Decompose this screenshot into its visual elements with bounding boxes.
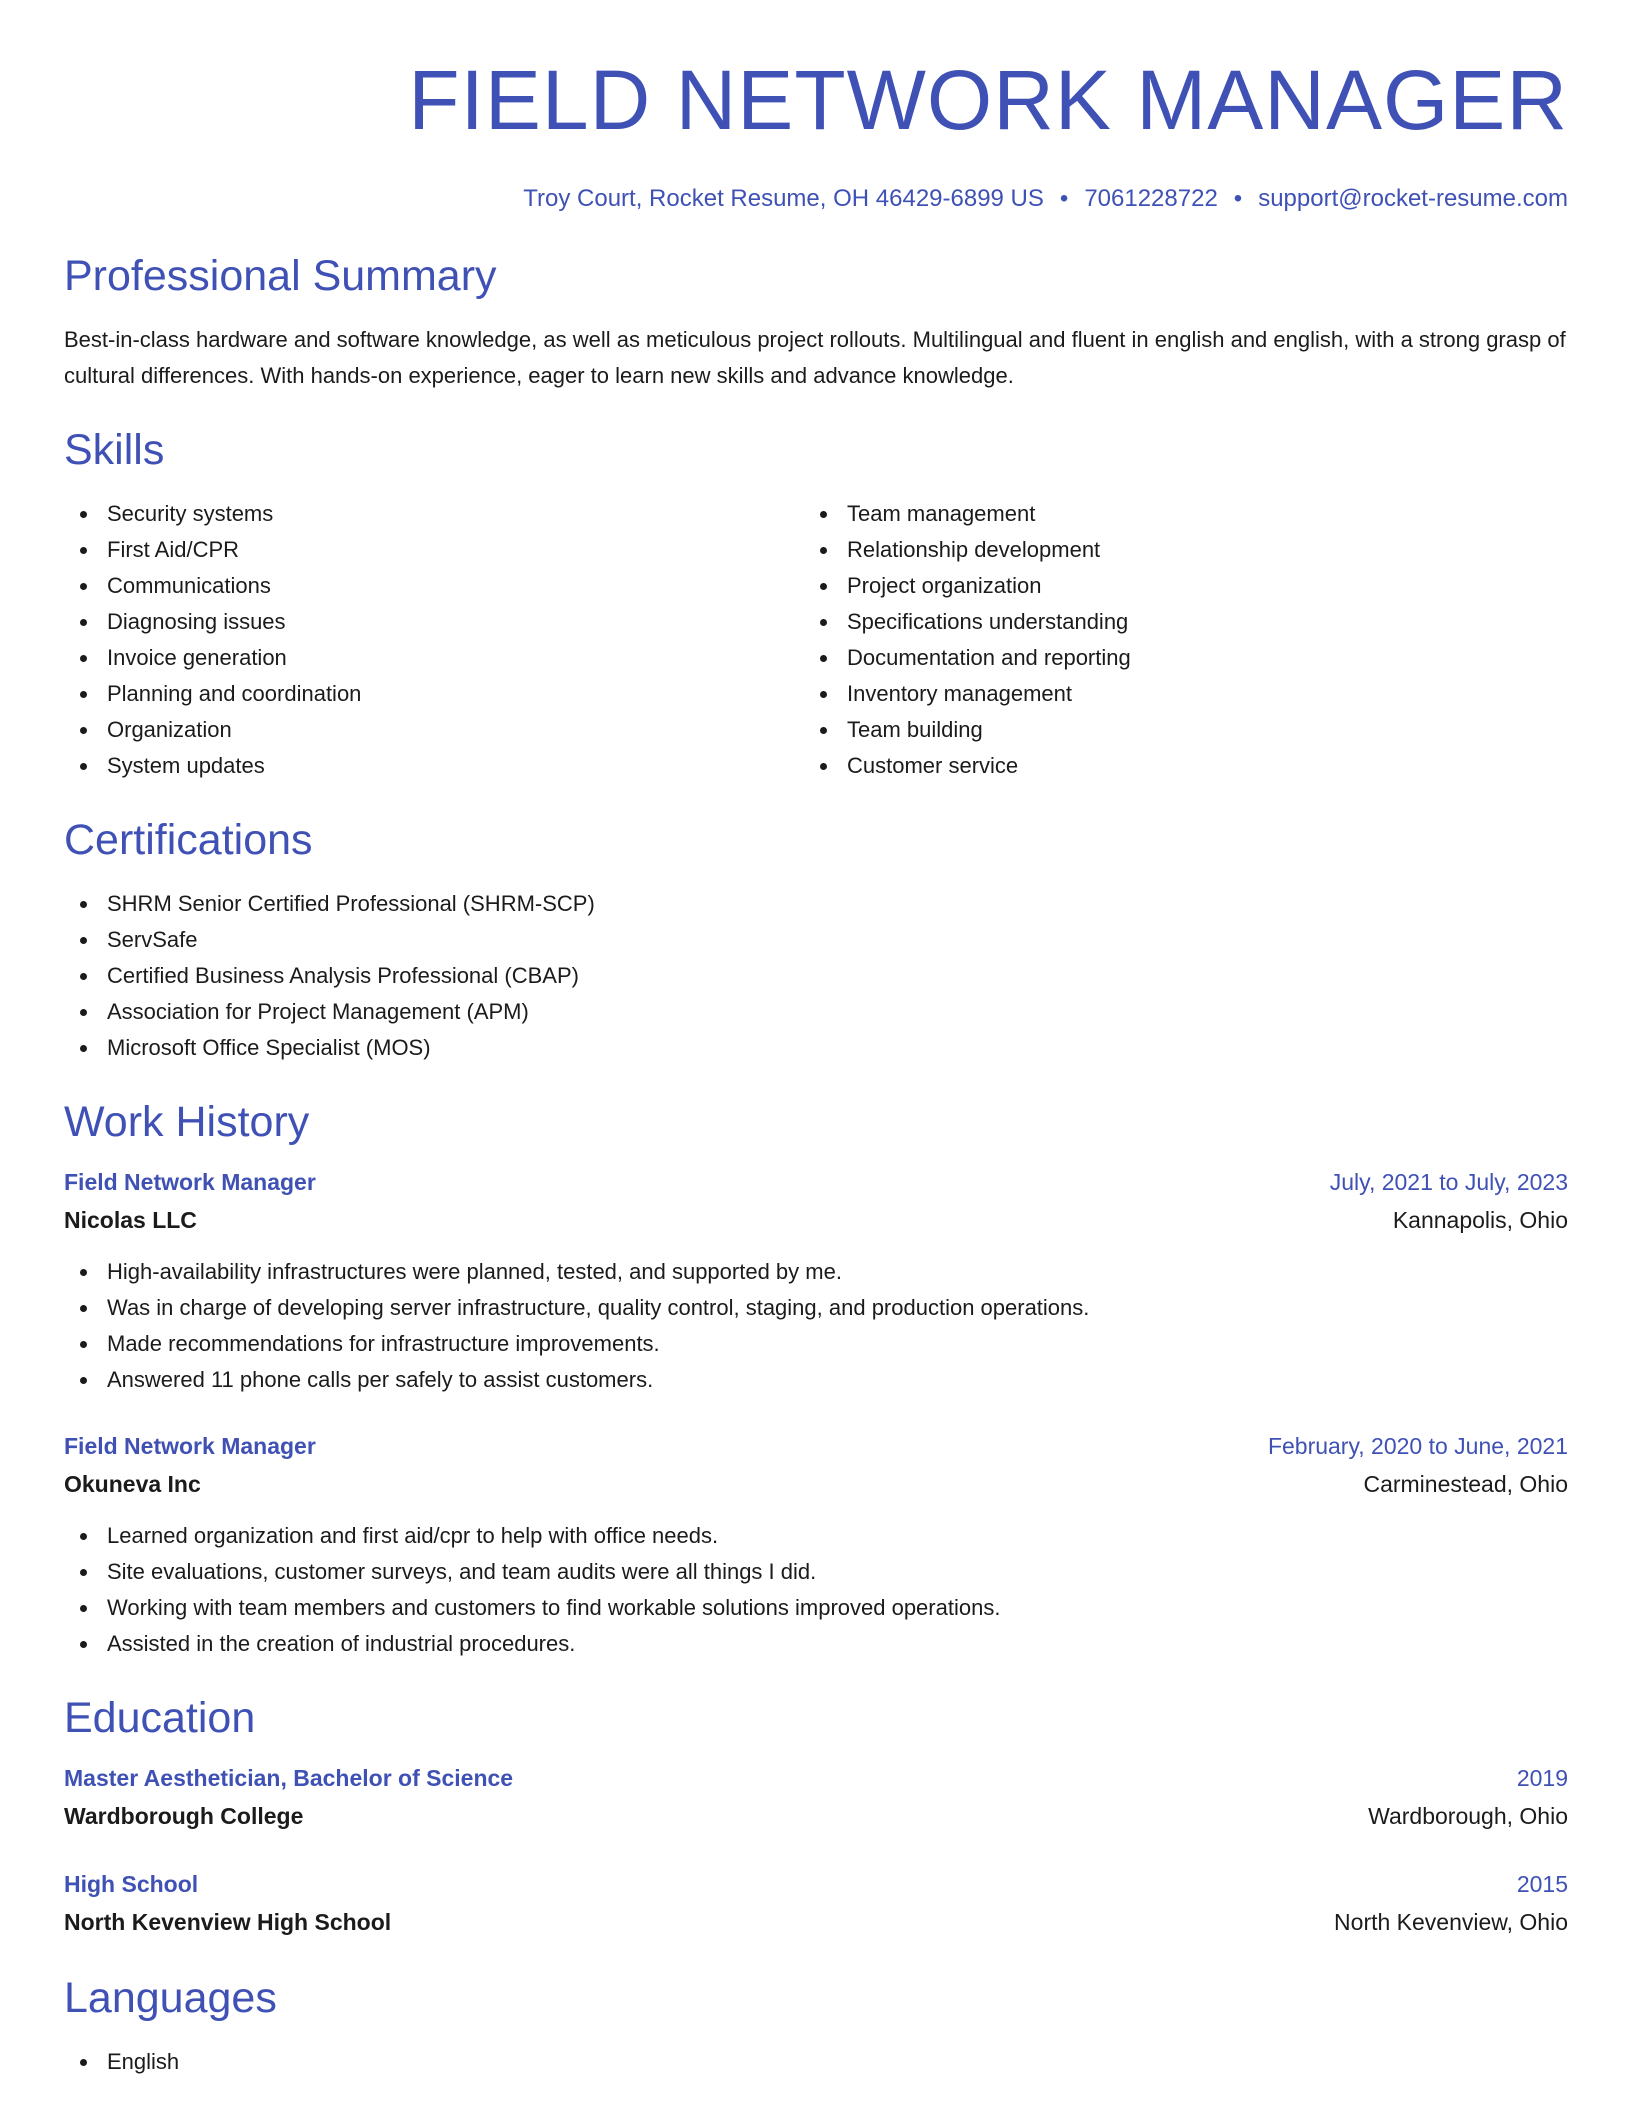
skills-list-left — [64, 496, 804, 784]
job-entry — [64, 1428, 1568, 1662]
certifications-list — [64, 886, 1568, 1066]
languages-section — [64, 1972, 1568, 2080]
list-item: SHRM Senior Certified Professional (SHRM-SCP) — [64, 886, 1568, 922]
languages-list — [64, 2044, 1568, 2080]
list-item: Communications — [64, 568, 804, 604]
section-title-work-history: Work History — [64, 1098, 310, 1146]
section-title-skills: Skills — [64, 426, 165, 474]
education-header-row — [64, 1760, 1568, 1796]
list-item: Learned organization and first aid/cpr to help with office needs. — [64, 1518, 1568, 1554]
list-item: Organization — [64, 712, 804, 748]
job-dates: February, 2020 to June, 2021 — [1267, 1433, 1568, 1459]
job-bullets — [64, 1518, 1568, 1662]
section-title-certifications: Certifications — [64, 816, 313, 864]
education-entry — [64, 1866, 1568, 1942]
skills-list-right — [804, 496, 1544, 784]
job-title: Field Network Manager — [64, 1433, 316, 1459]
job-location: Kannapolis, Ohio — [1392, 1207, 1568, 1233]
list-item: Answered 11 phone calls per safely to assist customers. — [64, 1362, 1568, 1398]
job-header-row — [64, 1428, 1568, 1464]
job-bullets — [64, 1254, 1568, 1398]
list-item: Team building — [804, 712, 1544, 748]
list-item: Microsoft Office Specialist (MOS) — [64, 1030, 1568, 1066]
list-item: Association for Project Management (APM) — [64, 994, 1568, 1030]
list-item: System updates — [64, 748, 804, 784]
job-company: Nicolas LLC — [64, 1207, 197, 1233]
education-school-row — [64, 1796, 1568, 1836]
section-title-education: Education — [64, 1694, 256, 1742]
list-item: Planning and coordination — [64, 676, 804, 712]
section-title-summary: Professional Summary — [64, 252, 497, 300]
list-item: Inventory management — [804, 676, 1544, 712]
list-item: Documentation and reporting — [804, 640, 1544, 676]
job-entry — [64, 1164, 1568, 1398]
list-item: Relationship development — [804, 532, 1544, 568]
list-item: English — [64, 2044, 1568, 2080]
education-year: 2015 — [1516, 1871, 1568, 1897]
job-company: Okuneva Inc — [64, 1471, 201, 1497]
education-entry — [64, 1760, 1568, 1836]
skills-section — [64, 424, 1568, 784]
separator-dot: • — [1233, 185, 1243, 212]
education-school: North Kevenview High School — [64, 1909, 392, 1935]
section-title-languages: Languages — [64, 1974, 277, 2022]
education-location: North Kevenview, Ohio — [1334, 1909, 1568, 1935]
contact-line — [64, 184, 1568, 214]
job-title: Field Network Manager — [64, 1169, 316, 1195]
list-item: Team management — [804, 496, 1544, 532]
list-item: ServSafe — [64, 922, 1568, 958]
skills-columns — [64, 496, 1568, 784]
education-school: Wardborough College — [64, 1803, 304, 1829]
education-section — [64, 1692, 1568, 1942]
list-item: High-availability infrastructures were planned, tested, and supported by me. — [64, 1254, 1568, 1290]
list-item: Working with team members and customers to find workable solutions improved operations. — [64, 1590, 1568, 1626]
job-dates: July, 2021 to July, 2023 — [1329, 1169, 1568, 1195]
resume-title: FIELD NETWORK MANAGER — [408, 53, 1568, 147]
contact-email[interactable]: support@rocket-resume.com — [1258, 185, 1568, 212]
education-location: Wardborough, Ohio — [1368, 1803, 1568, 1829]
education-year: 2019 — [1516, 1765, 1568, 1791]
job-location: Carminestead, Ohio — [1363, 1471, 1568, 1497]
list-item: Invoice generation — [64, 640, 804, 676]
separator-dot: • — [1059, 185, 1069, 212]
education-school-row — [64, 1902, 1568, 1942]
list-item: Was in charge of developing server infrastructure, quality control, staging, and production operations. — [64, 1290, 1568, 1326]
contact-phone: 7061228722 — [1084, 185, 1218, 212]
list-item: Made recommendations for infrastructure improvements. — [64, 1326, 1568, 1362]
education-degree: High School — [64, 1871, 199, 1897]
contact-address: Troy Court, Rocket Resume, OH 46429-6899 US — [523, 185, 1044, 212]
education-degree: Master Aesthetician, Bachelor of Science — [64, 1765, 514, 1791]
list-item: Site evaluations, customer surveys, and team audits were all things I did. — [64, 1554, 1568, 1590]
list-item: Specifications understanding — [804, 604, 1544, 640]
list-item: First Aid/CPR — [64, 532, 804, 568]
list-item: Project organization — [804, 568, 1544, 604]
job-company-row — [64, 1200, 1568, 1240]
summary-text: Best-in-class hardware and software knowledge, as well as meticulous project rollouts. Multilingual and fluent in english and english, with a strong grasp of cultural differences. With hands-on experience, eager to learn new skills and advance knowledge. — [64, 327, 1566, 388]
job-header-row — [64, 1164, 1568, 1200]
certifications-section — [64, 814, 1568, 1066]
list-item: Assisted in the creation of industrial procedures. — [64, 1626, 1568, 1662]
education-header-row — [64, 1866, 1568, 1902]
list-item: Security systems — [64, 496, 804, 532]
summary-section — [64, 250, 1568, 394]
list-item: Certified Business Analysis Professional (CBAP) — [64, 958, 1568, 994]
list-item: Diagnosing issues — [64, 604, 804, 640]
job-company-row — [64, 1464, 1568, 1504]
list-item: Customer service — [804, 748, 1544, 784]
work-history-section — [64, 1096, 1568, 1662]
